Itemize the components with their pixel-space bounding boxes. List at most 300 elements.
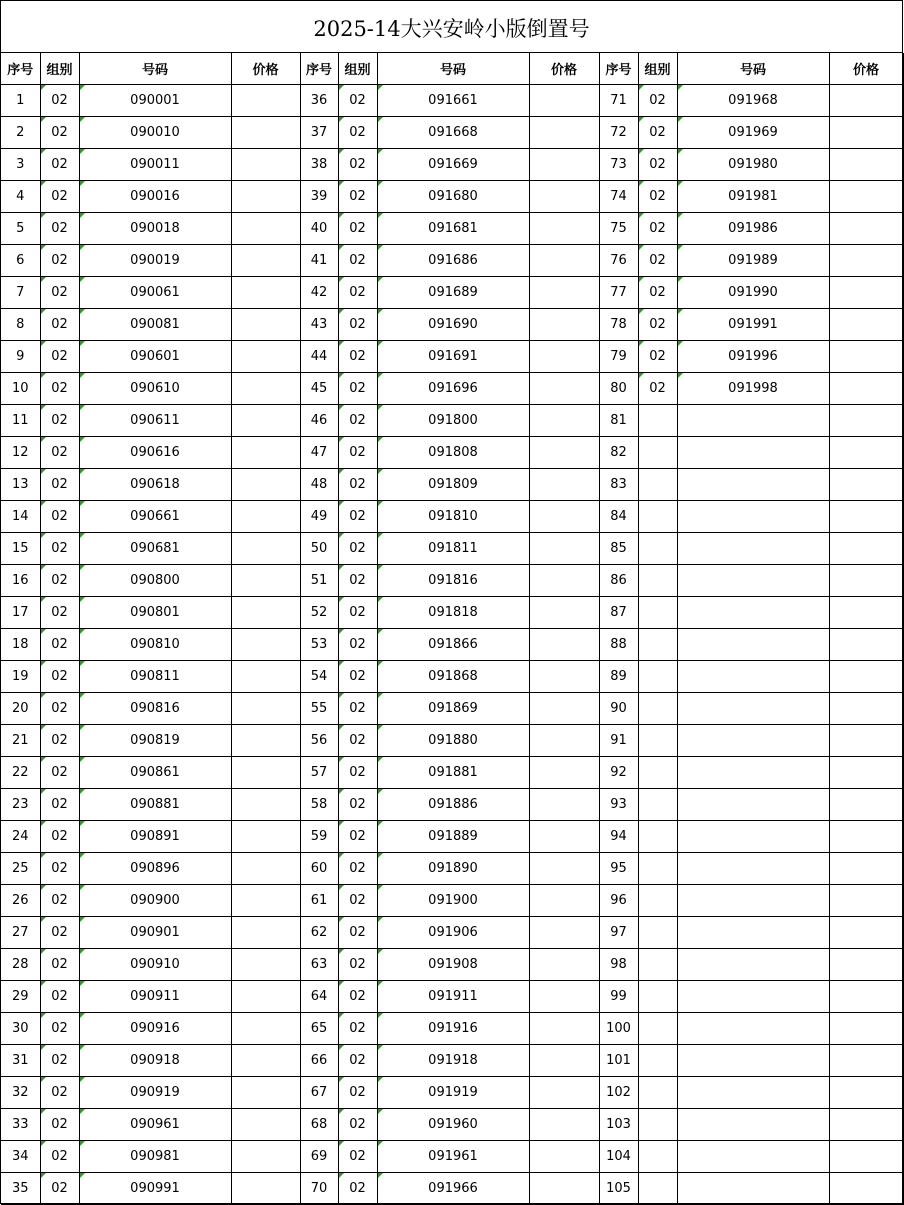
- group-cell[interactable]: 02: [638, 245, 677, 277]
- price-cell[interactable]: [829, 853, 903, 885]
- seq-cell[interactable]: 69: [300, 1141, 338, 1173]
- seq-cell[interactable]: 49: [300, 501, 338, 533]
- price-cell[interactable]: [829, 341, 903, 373]
- price-cell[interactable]: [529, 469, 599, 501]
- group-cell[interactable]: 02: [40, 501, 79, 533]
- number-cell[interactable]: [677, 661, 829, 693]
- number-cell[interactable]: 090961: [79, 1109, 231, 1141]
- number-cell[interactable]: [677, 885, 829, 917]
- group-cell[interactable]: 02: [338, 1173, 377, 1205]
- seq-cell[interactable]: 36: [300, 85, 338, 117]
- group-cell[interactable]: 02: [338, 1013, 377, 1045]
- price-cell[interactable]: [829, 917, 903, 949]
- group-cell[interactable]: 02: [40, 757, 79, 789]
- number-cell[interactable]: 091900: [377, 885, 529, 917]
- number-cell[interactable]: [677, 981, 829, 1013]
- price-cell[interactable]: [829, 629, 903, 661]
- group-cell[interactable]: [638, 1013, 677, 1045]
- seq-cell[interactable]: 65: [300, 1013, 338, 1045]
- seq-cell[interactable]: 34: [1, 1141, 40, 1173]
- number-cell[interactable]: [677, 597, 829, 629]
- number-cell[interactable]: 091919: [377, 1077, 529, 1109]
- number-cell[interactable]: 090991: [79, 1173, 231, 1205]
- group-cell[interactable]: 02: [40, 1141, 79, 1173]
- number-cell[interactable]: [677, 725, 829, 757]
- number-cell[interactable]: [677, 853, 829, 885]
- number-cell[interactable]: 091866: [377, 629, 529, 661]
- price-cell[interactable]: [829, 885, 903, 917]
- group-cell[interactable]: 02: [40, 117, 79, 149]
- number-cell[interactable]: 090918: [79, 1045, 231, 1077]
- seq-cell[interactable]: 98: [599, 949, 638, 981]
- group-cell[interactable]: 02: [338, 885, 377, 917]
- price-cell[interactable]: [231, 757, 300, 789]
- price-cell[interactable]: [829, 757, 903, 789]
- group-cell[interactable]: [638, 597, 677, 629]
- group-cell[interactable]: 02: [338, 789, 377, 821]
- seq-cell[interactable]: 82: [599, 437, 638, 469]
- price-cell[interactable]: [231, 629, 300, 661]
- group-cell[interactable]: 02: [40, 277, 79, 309]
- price-cell[interactable]: [829, 117, 903, 149]
- group-cell[interactable]: 02: [40, 917, 79, 949]
- number-cell[interactable]: 090881: [79, 789, 231, 821]
- seq-cell[interactable]: 63: [300, 949, 338, 981]
- group-cell[interactable]: 02: [40, 725, 79, 757]
- number-cell[interactable]: 090801: [79, 597, 231, 629]
- number-cell[interactable]: 091668: [377, 117, 529, 149]
- seq-cell[interactable]: 60: [300, 853, 338, 885]
- group-cell[interactable]: 02: [338, 181, 377, 213]
- seq-cell[interactable]: 12: [1, 437, 40, 469]
- seq-cell[interactable]: 71: [599, 85, 638, 117]
- price-cell[interactable]: [231, 277, 300, 309]
- number-cell[interactable]: 090910: [79, 949, 231, 981]
- group-cell[interactable]: [638, 1141, 677, 1173]
- group-cell[interactable]: [638, 885, 677, 917]
- group-cell[interactable]: [638, 853, 677, 885]
- number-cell[interactable]: [677, 1141, 829, 1173]
- price-cell[interactable]: [829, 501, 903, 533]
- price-cell[interactable]: [529, 533, 599, 565]
- price-cell[interactable]: [829, 245, 903, 277]
- seq-cell[interactable]: 23: [1, 789, 40, 821]
- price-cell[interactable]: [231, 341, 300, 373]
- number-cell[interactable]: 091966: [377, 1173, 529, 1205]
- seq-cell[interactable]: 88: [599, 629, 638, 661]
- price-cell[interactable]: [829, 789, 903, 821]
- number-cell[interactable]: 091869: [377, 693, 529, 725]
- group-cell[interactable]: 02: [638, 341, 677, 373]
- number-cell[interactable]: [677, 757, 829, 789]
- group-cell[interactable]: 02: [40, 629, 79, 661]
- group-cell[interactable]: [638, 1045, 677, 1077]
- group-cell[interactable]: 02: [338, 1045, 377, 1077]
- seq-cell[interactable]: 84: [599, 501, 638, 533]
- number-cell[interactable]: 091890: [377, 853, 529, 885]
- group-cell[interactable]: 02: [338, 373, 377, 405]
- number-cell[interactable]: [677, 501, 829, 533]
- number-cell[interactable]: 091981: [677, 181, 829, 213]
- seq-cell[interactable]: 102: [599, 1077, 638, 1109]
- number-cell[interactable]: 091986: [677, 213, 829, 245]
- seq-cell[interactable]: 53: [300, 629, 338, 661]
- group-cell[interactable]: 02: [40, 149, 79, 181]
- group-cell[interactable]: [638, 693, 677, 725]
- number-cell[interactable]: 090911: [79, 981, 231, 1013]
- group-cell[interactable]: 02: [338, 469, 377, 501]
- number-cell[interactable]: 091800: [377, 405, 529, 437]
- number-cell[interactable]: 091690: [377, 309, 529, 341]
- seq-cell[interactable]: 105: [599, 1173, 638, 1205]
- seq-cell[interactable]: 78: [599, 309, 638, 341]
- number-cell[interactable]: [677, 789, 829, 821]
- group-cell[interactable]: 02: [338, 501, 377, 533]
- price-cell[interactable]: [231, 949, 300, 981]
- group-cell[interactable]: [638, 629, 677, 661]
- group-cell[interactable]: 02: [638, 277, 677, 309]
- number-cell[interactable]: 091908: [377, 949, 529, 981]
- group-cell[interactable]: 02: [638, 149, 677, 181]
- seq-cell[interactable]: 57: [300, 757, 338, 789]
- group-cell[interactable]: 02: [40, 437, 79, 469]
- group-cell[interactable]: [638, 469, 677, 501]
- number-cell[interactable]: [677, 469, 829, 501]
- seq-cell[interactable]: 2: [1, 117, 40, 149]
- number-cell[interactable]: 090018: [79, 213, 231, 245]
- number-cell[interactable]: 090900: [79, 885, 231, 917]
- seq-cell[interactable]: 101: [599, 1045, 638, 1077]
- seq-cell[interactable]: 90: [599, 693, 638, 725]
- seq-cell[interactable]: 62: [300, 917, 338, 949]
- seq-cell[interactable]: 73: [599, 149, 638, 181]
- seq-cell[interactable]: 74: [599, 181, 638, 213]
- seq-cell[interactable]: 33: [1, 1109, 40, 1141]
- group-cell[interactable]: 02: [40, 789, 79, 821]
- group-cell[interactable]: 02: [40, 533, 79, 565]
- price-cell[interactable]: [529, 149, 599, 181]
- price-cell[interactable]: [529, 405, 599, 437]
- seq-cell[interactable]: 61: [300, 885, 338, 917]
- group-cell[interactable]: 02: [638, 373, 677, 405]
- price-cell[interactable]: [231, 693, 300, 725]
- number-cell[interactable]: [677, 1173, 829, 1205]
- seq-cell[interactable]: 43: [300, 309, 338, 341]
- price-cell[interactable]: [829, 1013, 903, 1045]
- number-cell[interactable]: 090611: [79, 405, 231, 437]
- seq-cell[interactable]: 7: [1, 277, 40, 309]
- group-cell[interactable]: 02: [338, 661, 377, 693]
- group-cell[interactable]: 02: [40, 245, 79, 277]
- number-cell[interactable]: [677, 1109, 829, 1141]
- number-cell[interactable]: [677, 821, 829, 853]
- price-cell[interactable]: [829, 597, 903, 629]
- number-cell[interactable]: 090811: [79, 661, 231, 693]
- number-cell[interactable]: 091960: [377, 1109, 529, 1141]
- seq-cell[interactable]: 99: [599, 981, 638, 1013]
- number-cell[interactable]: 090819: [79, 725, 231, 757]
- group-cell[interactable]: 02: [338, 693, 377, 725]
- number-cell[interactable]: 090001: [79, 85, 231, 117]
- price-cell[interactable]: [231, 1077, 300, 1109]
- number-cell[interactable]: 091689: [377, 277, 529, 309]
- number-cell[interactable]: 090816: [79, 693, 231, 725]
- group-cell[interactable]: [638, 437, 677, 469]
- number-cell[interactable]: 091881: [377, 757, 529, 789]
- seq-cell[interactable]: 95: [599, 853, 638, 885]
- price-cell[interactable]: [231, 1141, 300, 1173]
- seq-cell[interactable]: 17: [1, 597, 40, 629]
- seq-cell[interactable]: 89: [599, 661, 638, 693]
- number-cell[interactable]: 091980: [677, 149, 829, 181]
- seq-cell[interactable]: 64: [300, 981, 338, 1013]
- number-cell[interactable]: 091681: [377, 213, 529, 245]
- price-cell[interactable]: [529, 949, 599, 981]
- seq-cell[interactable]: 54: [300, 661, 338, 693]
- seq-cell[interactable]: 44: [300, 341, 338, 373]
- group-cell[interactable]: [638, 1077, 677, 1109]
- seq-cell[interactable]: 66: [300, 1045, 338, 1077]
- price-cell[interactable]: [231, 725, 300, 757]
- seq-cell[interactable]: 19: [1, 661, 40, 693]
- number-cell[interactable]: 090016: [79, 181, 231, 213]
- price-cell[interactable]: [529, 1141, 599, 1173]
- group-cell[interactable]: 02: [338, 341, 377, 373]
- number-cell[interactable]: 090919: [79, 1077, 231, 1109]
- number-cell[interactable]: 090010: [79, 117, 231, 149]
- seq-cell[interactable]: 32: [1, 1077, 40, 1109]
- group-cell[interactable]: 02: [338, 821, 377, 853]
- seq-cell[interactable]: 72: [599, 117, 638, 149]
- price-cell[interactable]: [829, 309, 903, 341]
- price-cell[interactable]: [529, 1109, 599, 1141]
- seq-cell[interactable]: 31: [1, 1045, 40, 1077]
- seq-cell[interactable]: 11: [1, 405, 40, 437]
- price-cell[interactable]: [529, 885, 599, 917]
- price-cell[interactable]: [829, 1077, 903, 1109]
- price-cell[interactable]: [231, 181, 300, 213]
- group-cell[interactable]: 02: [338, 213, 377, 245]
- price-cell[interactable]: [231, 661, 300, 693]
- seq-cell[interactable]: 13: [1, 469, 40, 501]
- price-cell[interactable]: [231, 1013, 300, 1045]
- seq-cell[interactable]: 28: [1, 949, 40, 981]
- price-cell[interactable]: [829, 469, 903, 501]
- seq-cell[interactable]: 67: [300, 1077, 338, 1109]
- price-cell[interactable]: [231, 821, 300, 853]
- price-cell[interactable]: [231, 789, 300, 821]
- number-cell[interactable]: 091669: [377, 149, 529, 181]
- group-cell[interactable]: 02: [638, 181, 677, 213]
- price-cell[interactable]: [529, 1045, 599, 1077]
- number-cell[interactable]: 090061: [79, 277, 231, 309]
- number-cell[interactable]: 091686: [377, 245, 529, 277]
- group-cell[interactable]: [638, 821, 677, 853]
- seq-cell[interactable]: 46: [300, 405, 338, 437]
- group-cell[interactable]: [638, 1173, 677, 1205]
- group-cell[interactable]: 02: [338, 117, 377, 149]
- number-cell[interactable]: 090601: [79, 341, 231, 373]
- group-cell[interactable]: 02: [40, 1173, 79, 1205]
- price-cell[interactable]: [529, 213, 599, 245]
- seq-cell[interactable]: 27: [1, 917, 40, 949]
- number-cell[interactable]: 091996: [677, 341, 829, 373]
- seq-cell[interactable]: 97: [599, 917, 638, 949]
- group-cell[interactable]: 02: [338, 405, 377, 437]
- price-cell[interactable]: [231, 565, 300, 597]
- price-cell[interactable]: [231, 917, 300, 949]
- group-cell[interactable]: [638, 501, 677, 533]
- seq-cell[interactable]: 45: [300, 373, 338, 405]
- seq-cell[interactable]: 91: [599, 725, 638, 757]
- number-cell[interactable]: 090810: [79, 629, 231, 661]
- number-cell[interactable]: 090916: [79, 1013, 231, 1045]
- seq-cell[interactable]: 5: [1, 213, 40, 245]
- price-cell[interactable]: [829, 661, 903, 693]
- price-cell[interactable]: [231, 501, 300, 533]
- price-cell[interactable]: [829, 1045, 903, 1077]
- seq-cell[interactable]: 8: [1, 309, 40, 341]
- number-cell[interactable]: 091961: [377, 1141, 529, 1173]
- group-cell[interactable]: 02: [338, 629, 377, 661]
- price-cell[interactable]: [829, 277, 903, 309]
- price-cell[interactable]: [231, 85, 300, 117]
- number-cell[interactable]: [677, 533, 829, 565]
- seq-cell[interactable]: 94: [599, 821, 638, 853]
- seq-cell[interactable]: 100: [599, 1013, 638, 1045]
- number-cell[interactable]: [677, 405, 829, 437]
- seq-cell[interactable]: 30: [1, 1013, 40, 1045]
- group-cell[interactable]: 02: [338, 85, 377, 117]
- seq-cell[interactable]: 77: [599, 277, 638, 309]
- seq-cell[interactable]: 39: [300, 181, 338, 213]
- seq-cell[interactable]: 50: [300, 533, 338, 565]
- price-cell[interactable]: [231, 149, 300, 181]
- group-cell[interactable]: 02: [40, 469, 79, 501]
- price-cell[interactable]: [529, 341, 599, 373]
- price-cell[interactable]: [829, 821, 903, 853]
- group-cell[interactable]: 02: [40, 405, 79, 437]
- seq-cell[interactable]: 93: [599, 789, 638, 821]
- seq-cell[interactable]: 85: [599, 533, 638, 565]
- seq-cell[interactable]: 92: [599, 757, 638, 789]
- price-cell[interactable]: [829, 1173, 903, 1205]
- number-cell[interactable]: 090661: [79, 501, 231, 533]
- number-cell[interactable]: 091810: [377, 501, 529, 533]
- group-cell[interactable]: 02: [338, 949, 377, 981]
- number-cell[interactable]: 091880: [377, 725, 529, 757]
- group-cell[interactable]: 02: [338, 309, 377, 341]
- group-cell[interactable]: [638, 789, 677, 821]
- seq-cell[interactable]: 76: [599, 245, 638, 277]
- price-cell[interactable]: [829, 1141, 903, 1173]
- group-cell[interactable]: 02: [40, 853, 79, 885]
- group-cell[interactable]: 02: [338, 437, 377, 469]
- seq-cell[interactable]: 18: [1, 629, 40, 661]
- group-cell[interactable]: [638, 565, 677, 597]
- number-cell[interactable]: 091968: [677, 85, 829, 117]
- number-cell[interactable]: [677, 1013, 829, 1045]
- group-cell[interactable]: 02: [638, 85, 677, 117]
- number-cell[interactable]: 091916: [377, 1013, 529, 1045]
- number-cell[interactable]: 091818: [377, 597, 529, 629]
- number-cell[interactable]: 090618: [79, 469, 231, 501]
- group-cell[interactable]: 02: [338, 565, 377, 597]
- price-cell[interactable]: [529, 693, 599, 725]
- price-cell[interactable]: [529, 725, 599, 757]
- price-cell[interactable]: [529, 437, 599, 469]
- price-cell[interactable]: [829, 1109, 903, 1141]
- group-cell[interactable]: 02: [40, 1077, 79, 1109]
- price-cell[interactable]: [529, 501, 599, 533]
- seq-cell[interactable]: 51: [300, 565, 338, 597]
- price-cell[interactable]: [529, 661, 599, 693]
- seq-cell[interactable]: 55: [300, 693, 338, 725]
- seq-cell[interactable]: 25: [1, 853, 40, 885]
- number-cell[interactable]: 091886: [377, 789, 529, 821]
- price-cell[interactable]: [231, 533, 300, 565]
- seq-cell[interactable]: 14: [1, 501, 40, 533]
- price-cell[interactable]: [529, 757, 599, 789]
- price-cell[interactable]: [231, 1173, 300, 1205]
- price-cell[interactable]: [829, 181, 903, 213]
- group-cell[interactable]: 02: [40, 597, 79, 629]
- seq-cell[interactable]: 56: [300, 725, 338, 757]
- seq-cell[interactable]: 3: [1, 149, 40, 181]
- group-cell[interactable]: 02: [338, 917, 377, 949]
- seq-cell[interactable]: 79: [599, 341, 638, 373]
- group-cell[interactable]: [638, 981, 677, 1013]
- seq-cell[interactable]: 87: [599, 597, 638, 629]
- price-cell[interactable]: [529, 117, 599, 149]
- number-cell[interactable]: 090610: [79, 373, 231, 405]
- number-cell[interactable]: 091911: [377, 981, 529, 1013]
- seq-cell[interactable]: 4: [1, 181, 40, 213]
- number-cell[interactable]: 091906: [377, 917, 529, 949]
- group-cell[interactable]: [638, 661, 677, 693]
- price-cell[interactable]: [529, 565, 599, 597]
- price-cell[interactable]: [231, 981, 300, 1013]
- price-cell[interactable]: [529, 85, 599, 117]
- number-cell[interactable]: 090891: [79, 821, 231, 853]
- group-cell[interactable]: 02: [40, 693, 79, 725]
- seq-cell[interactable]: 10: [1, 373, 40, 405]
- seq-cell[interactable]: 26: [1, 885, 40, 917]
- price-cell[interactable]: [829, 373, 903, 405]
- group-cell[interactable]: [638, 405, 677, 437]
- number-cell[interactable]: [677, 1077, 829, 1109]
- number-cell[interactable]: [677, 917, 829, 949]
- seq-cell[interactable]: 83: [599, 469, 638, 501]
- group-cell[interactable]: 02: [40, 1109, 79, 1141]
- price-cell[interactable]: [231, 117, 300, 149]
- price-cell[interactable]: [529, 1013, 599, 1045]
- seq-cell[interactable]: 68: [300, 1109, 338, 1141]
- price-cell[interactable]: [529, 853, 599, 885]
- group-cell[interactable]: 02: [338, 245, 377, 277]
- price-cell[interactable]: [829, 981, 903, 1013]
- number-cell[interactable]: [677, 565, 829, 597]
- group-cell[interactable]: 02: [40, 309, 79, 341]
- number-cell[interactable]: 091808: [377, 437, 529, 469]
- seq-cell[interactable]: 37: [300, 117, 338, 149]
- seq-cell[interactable]: 21: [1, 725, 40, 757]
- number-cell[interactable]: 090011: [79, 149, 231, 181]
- seq-cell[interactable]: 86: [599, 565, 638, 597]
- group-cell[interactable]: 02: [40, 213, 79, 245]
- group-cell[interactable]: 02: [40, 565, 79, 597]
- seq-cell[interactable]: 9: [1, 341, 40, 373]
